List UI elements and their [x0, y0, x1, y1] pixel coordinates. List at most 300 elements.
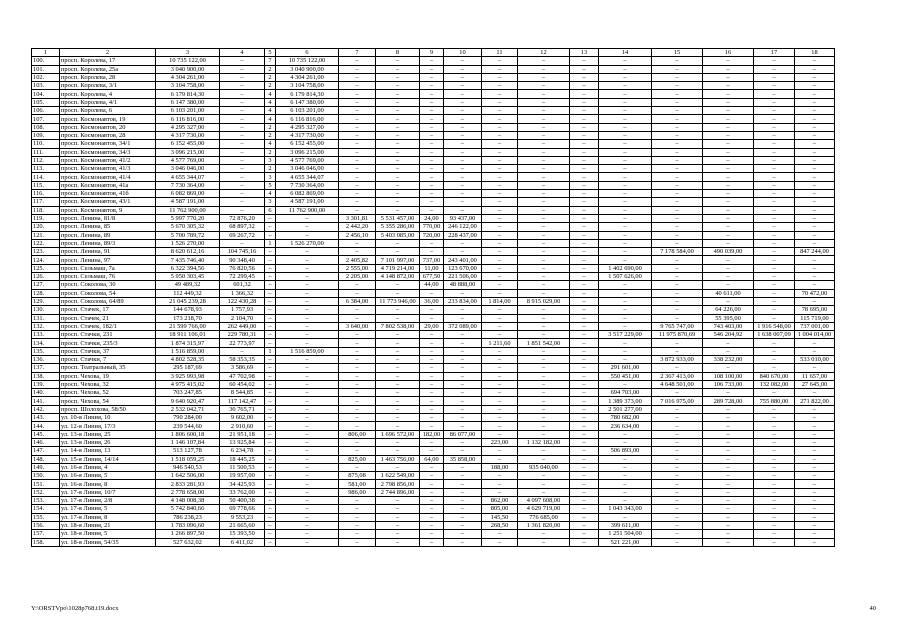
value-cell: –: [754, 198, 795, 206]
value-cell: 1 004 014,00: [795, 331, 835, 339]
row-number-cell: 127.: [32, 281, 60, 289]
table-row: [32, 214, 835, 222]
value-cell: –: [276, 289, 339, 297]
value-cell: –: [339, 314, 376, 322]
value-cell: –: [570, 65, 599, 73]
value-cell: –: [754, 422, 795, 430]
address-cell: просп. Королева, 17: [60, 57, 156, 65]
value-cell: –: [652, 505, 703, 513]
value-cell: 3 925 993,98: [156, 372, 220, 380]
value-cell: –: [754, 463, 795, 471]
value-cell: –: [570, 463, 599, 471]
value-cell: –: [703, 414, 754, 422]
address-cell: ул. 17-я Линия, 10/7: [60, 488, 156, 496]
value-cell: –: [276, 273, 339, 281]
value-cell: –: [482, 488, 518, 496]
value-cell: –: [518, 488, 570, 496]
value-cell: –: [339, 173, 376, 181]
value-cell: –: [652, 414, 703, 422]
value-cell: 243 401,00: [444, 256, 482, 264]
value-cell: –: [482, 140, 518, 148]
value-cell: 1 806 600,18: [156, 430, 220, 438]
value-cell: –: [599, 455, 652, 463]
value-cell: 1 043 343,00: [599, 505, 652, 513]
value-cell: –: [420, 364, 444, 372]
table-row: [32, 231, 835, 239]
value-cell: –: [220, 347, 265, 355]
value-cell: –: [265, 455, 276, 463]
value-cell: 1 696 572,00: [376, 430, 420, 438]
row-number-cell: 150.: [32, 472, 60, 480]
value-cell: 70 472,00: [795, 289, 835, 297]
value-cell: –: [570, 98, 599, 106]
value-cell: –: [754, 173, 795, 181]
value-cell: 239 544,60: [156, 422, 220, 430]
value-cell: 58 353,35: [220, 355, 265, 363]
row-number-cell: 133.: [32, 331, 60, 339]
value-cell: –: [220, 57, 265, 65]
value-cell: 64,00: [420, 455, 444, 463]
value-cell: –: [518, 73, 570, 81]
value-cell: 737 001,00: [795, 322, 835, 330]
value-cell: –: [420, 107, 444, 115]
value-cell: –: [482, 405, 518, 413]
value-cell: –: [652, 430, 703, 438]
value-cell: –: [276, 256, 339, 264]
value-cell: –: [376, 148, 420, 156]
value-cell: –: [754, 148, 795, 156]
value-cell: 7: [265, 57, 276, 65]
table-row: [32, 389, 835, 397]
value-cell: –: [795, 339, 835, 347]
value-cell: –: [420, 347, 444, 355]
value-cell: –: [420, 181, 444, 189]
value-cell: –: [570, 256, 599, 264]
value-cell: –: [339, 190, 376, 198]
value-cell: –: [482, 148, 518, 156]
value-cell: –: [482, 447, 518, 455]
value-cell: –: [795, 90, 835, 98]
value-cell: –: [518, 248, 570, 256]
value-cell: –: [265, 322, 276, 330]
value-cell: –: [339, 115, 376, 123]
table-row: [32, 198, 835, 206]
value-cell: –: [703, 65, 754, 73]
value-cell: –: [570, 131, 599, 139]
table-row: [32, 438, 835, 446]
value-cell: 3 046 046,00: [276, 165, 339, 173]
value-cell: –: [570, 115, 599, 123]
value-cell: 7 730 364,00: [156, 181, 220, 189]
address-cell: просп. Стачек, 182/1: [60, 322, 156, 330]
value-cell: –: [652, 206, 703, 214]
row-number-cell: 130.: [32, 306, 60, 314]
value-cell: 372 089,00: [444, 322, 482, 330]
value-cell: –: [652, 115, 703, 123]
value-cell: 2: [265, 65, 276, 73]
value-cell: –: [444, 480, 482, 488]
value-cell: –: [570, 521, 599, 529]
value-cell: –: [754, 248, 795, 256]
row-number-cell: 153.: [32, 497, 60, 505]
value-cell: 1 132 182,00: [518, 438, 570, 446]
value-cell: –: [599, 131, 652, 139]
value-cell: –: [220, 131, 265, 139]
value-cell: 7 802 538,00: [376, 322, 420, 330]
value-cell: –: [376, 198, 420, 206]
value-cell: –: [276, 538, 339, 546]
value-cell: –: [754, 57, 795, 65]
value-cell: 33 762,00: [220, 488, 265, 496]
value-cell: –: [795, 82, 835, 90]
value-cell: –: [795, 347, 835, 355]
value-cell: –: [482, 397, 518, 405]
value-cell: 291 601,00: [599, 364, 652, 372]
value-cell: –: [339, 281, 376, 289]
value-cell: 144 678,93: [156, 306, 220, 314]
value-cell: –: [599, 190, 652, 198]
value-cell: 86 077,00: [444, 430, 482, 438]
value-cell: –: [518, 65, 570, 73]
value-cell: –: [420, 190, 444, 198]
value-cell: –: [444, 389, 482, 397]
value-cell: –: [795, 513, 835, 521]
value-cell: –: [703, 389, 754, 397]
value-cell: –: [220, 73, 265, 81]
value-cell: –: [754, 297, 795, 305]
column-number-cell: 7: [339, 49, 376, 57]
value-cell: 3 096 215,00: [156, 148, 220, 156]
value-cell: 2 501 277,00: [599, 405, 652, 413]
value-cell: –: [703, 181, 754, 189]
value-cell: –: [339, 148, 376, 156]
value-cell: –: [339, 73, 376, 81]
address-cell: просп. Космонавтов, 41/4: [60, 173, 156, 181]
value-cell: 3 104 758,00: [276, 82, 339, 90]
value-cell: –: [444, 140, 482, 148]
value-cell: –: [420, 148, 444, 156]
value-cell: –: [276, 480, 339, 488]
value-cell: –: [570, 430, 599, 438]
value-cell: –: [703, 497, 754, 505]
value-cell: –: [518, 131, 570, 139]
value-cell: –: [276, 463, 339, 471]
value-cell: 4 587 191,00: [156, 198, 220, 206]
address-cell: ул. 14-я Линия, 13: [60, 447, 156, 455]
value-cell: –: [276, 372, 339, 380]
value-cell: 875,08: [339, 472, 376, 480]
value-cell: 5 742 840,66: [156, 505, 220, 513]
value-cell: –: [339, 123, 376, 131]
value-cell: –: [444, 190, 482, 198]
column-number-cell: 4: [220, 49, 265, 57]
value-cell: –: [518, 380, 570, 388]
value-cell: –: [754, 480, 795, 488]
value-cell: –: [276, 355, 339, 363]
value-cell: –: [276, 264, 339, 272]
value-cell: 3 517 229,00: [599, 331, 652, 339]
value-cell: –: [652, 306, 703, 314]
table-row: [32, 131, 835, 139]
value-cell: –: [518, 198, 570, 206]
address-cell: ул. 13-я Линия, 25: [60, 430, 156, 438]
value-cell: –: [420, 472, 444, 480]
value-cell: –: [420, 389, 444, 397]
value-cell: –: [420, 397, 444, 405]
value-cell: 4: [265, 90, 276, 98]
value-cell: –: [376, 131, 420, 139]
value-cell: –: [276, 297, 339, 305]
value-cell: –: [518, 480, 570, 488]
value-cell: 506 893,00: [599, 447, 652, 455]
value-cell: –: [220, 148, 265, 156]
value-cell: –: [444, 438, 482, 446]
row-number-cell: 106.: [32, 107, 60, 115]
value-cell: –: [599, 73, 652, 81]
value-cell: –: [754, 438, 795, 446]
value-cell: –: [703, 297, 754, 305]
value-cell: 4 629 719,00: [518, 505, 570, 513]
row-number-cell: 112.: [32, 156, 60, 164]
value-cell: –: [276, 414, 339, 422]
address-cell: просп. Королева, 3/1: [60, 82, 156, 90]
value-cell: –: [339, 438, 376, 446]
value-cell: –: [482, 289, 518, 297]
value-cell: –: [570, 214, 599, 222]
value-cell: 2: [265, 165, 276, 173]
value-cell: 4 148 008,38: [156, 497, 220, 505]
value-cell: 4 097 608,00: [518, 497, 570, 505]
value-cell: –: [339, 414, 376, 422]
value-cell: 6 103 201,00: [156, 107, 220, 115]
value-cell: 5 950 303,45: [156, 273, 220, 281]
value-cell: –: [795, 438, 835, 446]
value-cell: –: [795, 463, 835, 471]
value-cell: –: [376, 140, 420, 148]
table-row: [32, 115, 835, 123]
value-cell: –: [444, 148, 482, 156]
value-cell: –: [703, 281, 754, 289]
value-cell: –: [276, 430, 339, 438]
value-cell: –: [482, 248, 518, 256]
value-cell: –: [420, 480, 444, 488]
value-cell: –: [339, 389, 376, 397]
value-cell: –: [276, 380, 339, 388]
value-cell: 847 244,00: [795, 248, 835, 256]
value-cell: –: [444, 405, 482, 413]
value-cell: –: [518, 430, 570, 438]
value-cell: –: [444, 131, 482, 139]
row-number-cell: 139.: [32, 380, 60, 388]
value-cell: –: [795, 273, 835, 281]
value-cell: 1 851 542,00: [518, 339, 570, 347]
value-cell: –: [265, 223, 276, 231]
value-cell: –: [599, 181, 652, 189]
value-cell: –: [444, 513, 482, 521]
table-row: [32, 239, 835, 247]
value-cell: –: [795, 173, 835, 181]
value-cell: –: [482, 281, 518, 289]
value-cell: –: [518, 306, 570, 314]
table-row: [32, 206, 835, 214]
value-cell: 6 411,02: [220, 538, 265, 546]
value-cell: 262 449,00: [220, 322, 265, 330]
value-cell: –: [482, 472, 518, 480]
value-cell: –: [444, 355, 482, 363]
table-row: [32, 248, 835, 256]
row-number-cell: 129.: [32, 297, 60, 305]
row-number-cell: 132.: [32, 322, 60, 330]
value-cell: –: [376, 239, 420, 247]
value-cell: –: [599, 306, 652, 314]
value-cell: –: [376, 281, 420, 289]
value-cell: –: [652, 223, 703, 231]
value-cell: 2: [265, 131, 276, 139]
value-cell: –: [518, 422, 570, 430]
value-cell: –: [265, 231, 276, 239]
value-cell: 3 301,81: [339, 214, 376, 222]
value-cell: 2: [265, 73, 276, 81]
value-cell: –: [754, 273, 795, 281]
value-cell: –: [703, 214, 754, 222]
value-cell: –: [703, 190, 754, 198]
value-cell: –: [703, 364, 754, 372]
value-cell: –: [652, 264, 703, 272]
table-row: [32, 430, 835, 438]
value-cell: –: [339, 538, 376, 546]
address-cell: просп. Чехова, 19: [60, 372, 156, 380]
value-cell: –: [339, 380, 376, 388]
value-cell: –: [570, 239, 599, 247]
row-number-cell: 151.: [32, 480, 60, 488]
value-cell: –: [795, 505, 835, 513]
value-cell: –: [754, 73, 795, 81]
value-cell: –: [339, 372, 376, 380]
value-cell: –: [265, 372, 276, 380]
table-row: [32, 107, 835, 115]
value-cell: 2 910,60: [220, 422, 265, 430]
column-number-cell: 6: [276, 49, 339, 57]
value-cell: –: [652, 123, 703, 131]
address-cell: просп. Шолохова, 58/50: [60, 405, 156, 413]
value-cell: –: [570, 380, 599, 388]
value-cell: –: [376, 248, 420, 256]
value-cell: –: [482, 273, 518, 281]
value-cell: –: [376, 98, 420, 106]
value-cell: 4 577 769,00: [156, 156, 220, 164]
value-cell: –: [599, 281, 652, 289]
value-cell: 2 104,70: [220, 314, 265, 322]
value-cell: 527 632,02: [156, 538, 220, 546]
table-row: [32, 173, 835, 181]
value-cell: –: [420, 82, 444, 90]
value-cell: 3 040 900,00: [276, 65, 339, 73]
value-cell: –: [339, 331, 376, 339]
value-cell: –: [652, 57, 703, 65]
value-cell: –: [599, 57, 652, 65]
value-cell: 1 814,00: [482, 297, 518, 305]
value-cell: –: [599, 430, 652, 438]
value-cell: –: [795, 256, 835, 264]
value-cell: –: [570, 372, 599, 380]
value-cell: –: [754, 347, 795, 355]
value-cell: –: [339, 463, 376, 471]
value-cell: –: [444, 306, 482, 314]
row-number-cell: 114.: [32, 173, 60, 181]
value-cell: 268,50: [482, 521, 518, 529]
value-cell: 9 553,23: [220, 513, 265, 521]
value-cell: 2 405,82: [339, 256, 376, 264]
value-cell: –: [376, 380, 420, 388]
value-cell: 5 670 305,32: [156, 223, 220, 231]
column-number-cell: 14: [599, 49, 652, 57]
value-cell: 3: [265, 173, 276, 181]
value-cell: 4 317 730,00: [156, 131, 220, 139]
value-cell: 786 238,23: [156, 513, 220, 521]
value-cell: 1 507 626,00: [599, 273, 652, 281]
row-number-cell: 146.: [32, 438, 60, 446]
value-cell: 935 040,00: [518, 463, 570, 471]
value-cell: 115 719,00: [795, 314, 835, 322]
value-cell: –: [444, 156, 482, 164]
table-row: [32, 223, 835, 231]
value-cell: –: [518, 57, 570, 65]
value-cell: –: [599, 463, 652, 471]
value-cell: –: [482, 231, 518, 239]
value-cell: –: [276, 322, 339, 330]
row-number-cell: 104.: [32, 90, 60, 98]
value-cell: –: [265, 430, 276, 438]
value-cell: –: [703, 98, 754, 106]
value-cell: –: [518, 190, 570, 198]
value-cell: –: [339, 289, 376, 297]
value-cell: –: [518, 82, 570, 90]
value-cell: 78 695,00: [795, 306, 835, 314]
value-cell: 4 577 769,00: [276, 156, 339, 164]
value-cell: 9 640 920,47: [156, 397, 220, 405]
value-cell: –: [444, 57, 482, 65]
value-cell: 1 642 506,00: [156, 472, 220, 480]
value-cell: 11 762 900,00: [276, 206, 339, 214]
value-cell: 49 489,32: [156, 281, 220, 289]
value-cell: –: [276, 306, 339, 314]
value-cell: –: [420, 115, 444, 123]
value-cell: 6 152 455,00: [156, 140, 220, 148]
value-cell: 47 702,98: [220, 372, 265, 380]
address-cell: просп. Ленина, 91: [60, 248, 156, 256]
value-cell: –: [220, 173, 265, 181]
row-number-cell: 136.: [32, 355, 60, 363]
value-cell: 7 435 746,40: [156, 256, 220, 264]
table-row: [32, 82, 835, 90]
value-cell: –: [570, 198, 599, 206]
address-cell: просп. Сельмаш, 76: [60, 273, 156, 281]
value-cell: –: [376, 190, 420, 198]
value-cell: –: [482, 314, 518, 322]
value-cell: –: [276, 389, 339, 397]
value-cell: –: [570, 289, 599, 297]
value-cell: 11 773 946,00: [376, 297, 420, 305]
value-cell: –: [420, 131, 444, 139]
address-cell: просп. Стачки, 235/3: [60, 339, 156, 347]
row-number-cell: 109.: [32, 131, 60, 139]
value-cell: –: [570, 530, 599, 538]
value-cell: –: [652, 521, 703, 529]
value-cell: 776 685,00: [518, 513, 570, 521]
value-cell: –: [265, 281, 276, 289]
value-cell: –: [376, 314, 420, 322]
value-cell: 4: [265, 107, 276, 115]
